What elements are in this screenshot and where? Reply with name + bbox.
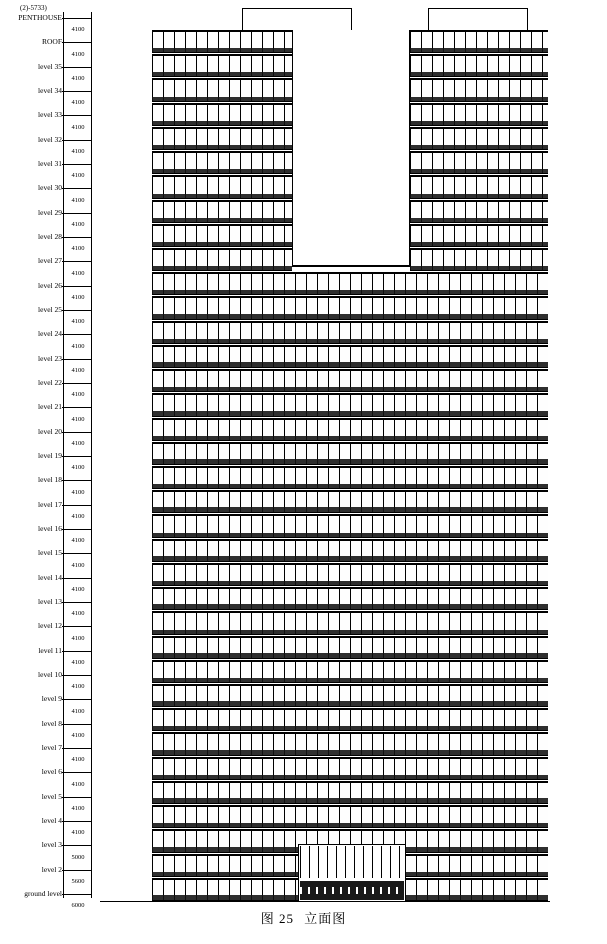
level-dimension: 4100	[71, 342, 85, 350]
level-line	[62, 675, 92, 676]
floor-band	[152, 127, 292, 150]
level-dimension: 4100	[71, 318, 85, 326]
level-label: level 32	[38, 134, 62, 144]
level-label: level 27	[38, 256, 62, 266]
level-label: level 31	[38, 159, 62, 168]
dimension-line-left	[63, 12, 64, 898]
floor-band	[410, 30, 548, 53]
floor-band	[410, 103, 548, 126]
level-label: level 12	[38, 621, 62, 631]
level-label: level 25	[38, 305, 62, 314]
building-elevation	[152, 8, 548, 902]
floor-band	[152, 272, 548, 295]
level-dimension: 4100	[71, 439, 85, 447]
floor-band	[152, 466, 548, 489]
level-label: level 5	[41, 791, 62, 801]
level-label: ROOF	[41, 37, 62, 47]
level-label: level 29	[38, 207, 62, 217]
level-dimension: 4100	[71, 196, 85, 204]
level-label: level 15	[38, 548, 62, 558]
level-label: level 13	[38, 597, 62, 606]
roof-crown-right	[428, 8, 528, 30]
floor-band	[152, 732, 548, 755]
level-line	[62, 724, 92, 725]
floor-band	[152, 418, 548, 441]
main-entrance	[298, 844, 406, 902]
level-dimension: 4100	[71, 658, 85, 666]
level-label: level 21	[38, 402, 62, 412]
level-dimension: 6000	[71, 902, 85, 910]
level-dimension: 4100	[71, 245, 85, 253]
level-line	[62, 91, 92, 92]
level-dimension: 4100	[71, 488, 85, 496]
level-label: ground level	[24, 889, 62, 898]
floor-band	[152, 805, 548, 828]
level-dimension: 4100	[71, 172, 85, 180]
floor-band	[152, 321, 548, 344]
level-line	[62, 261, 92, 262]
level-line	[62, 115, 92, 116]
level-line	[62, 894, 92, 895]
level-label: level 11	[38, 645, 62, 655]
level-label: level 34	[38, 86, 62, 95]
level-line	[62, 529, 92, 530]
floor-band	[410, 54, 548, 77]
notch-bottom-edge	[292, 265, 410, 267]
level-label: level 24	[38, 329, 62, 339]
level-line	[62, 42, 92, 43]
level-line	[62, 286, 92, 287]
floor-band	[152, 200, 292, 223]
level-line	[62, 383, 92, 384]
level-label: level 35	[38, 61, 62, 71]
level-dimension: 4100	[71, 780, 85, 788]
level-dimension: 4100	[71, 50, 85, 58]
level-dimension: 4100	[71, 415, 85, 423]
level-line	[62, 213, 92, 214]
level-dimension: 4100	[71, 610, 85, 618]
level-dimension: 5600	[71, 877, 85, 885]
floor-band	[152, 757, 548, 780]
level-line	[62, 626, 92, 627]
level-line	[62, 505, 92, 506]
level-line	[62, 18, 92, 19]
level-dimension: 4100	[71, 269, 85, 277]
level-label: level 16	[38, 524, 62, 533]
level-dimension: 4100	[71, 683, 85, 691]
floor-band	[152, 611, 548, 634]
entrance-glazing	[300, 846, 404, 878]
level-line	[62, 870, 92, 871]
level-dimension: 4100	[71, 707, 85, 715]
notch-right-edge	[409, 30, 410, 267]
floor-band	[410, 127, 548, 150]
level-line	[62, 407, 92, 408]
level-label: level 9	[41, 694, 62, 704]
level-dimension: 4100	[71, 366, 85, 374]
level-line	[62, 480, 92, 481]
level-line	[62, 553, 92, 554]
floor-band	[152, 103, 292, 126]
floor-band	[152, 442, 548, 465]
level-label: level 20	[38, 426, 62, 436]
level-line	[62, 821, 92, 822]
level-line	[62, 456, 92, 457]
floor-band	[152, 345, 548, 368]
level-line	[62, 432, 92, 433]
floor-band	[152, 708, 548, 731]
level-dimension: 4100	[71, 123, 85, 131]
floor-band	[152, 660, 548, 683]
level-label: level 17	[38, 499, 62, 509]
level-dimension: 4100	[71, 512, 85, 520]
level-dimension: 4100	[71, 731, 85, 739]
dimension-line-right	[91, 12, 92, 898]
floor-band	[152, 54, 292, 77]
level-dimension: 4100	[71, 756, 85, 764]
level-line	[62, 310, 92, 311]
level-line	[62, 188, 92, 189]
level-label: level 4	[41, 816, 62, 825]
floor-band	[152, 684, 548, 707]
level-line	[62, 797, 92, 798]
level-label: level 30	[38, 183, 62, 193]
floor-band	[410, 200, 548, 223]
level-dimension: 4100	[71, 74, 85, 82]
notch-left-edge	[292, 30, 293, 267]
level-line	[62, 334, 92, 335]
level-label: level 6	[41, 767, 62, 777]
floor-band	[152, 175, 292, 198]
level-dimension: 4100	[71, 537, 85, 545]
level-line	[62, 164, 92, 165]
figure-number: 图 25	[260, 911, 294, 926]
level-label: PENTHOUSE	[18, 13, 62, 22]
floor-band	[410, 224, 548, 247]
floor-band	[410, 151, 548, 174]
figure-caption	[0, 908, 607, 927]
floor-band	[152, 30, 292, 53]
floor-band	[152, 393, 548, 416]
level-dimension: 4100	[71, 26, 85, 34]
level-label: level 8	[41, 718, 62, 728]
floor-band	[152, 78, 292, 101]
level-dimension: 4100	[71, 561, 85, 569]
level-label: level 2	[41, 864, 62, 874]
floor-band	[152, 587, 548, 610]
floor-band	[410, 78, 548, 101]
level-line	[62, 845, 92, 846]
level-line	[62, 699, 92, 700]
floor-band	[152, 490, 548, 513]
floor-band	[410, 175, 548, 198]
level-label: level 26	[38, 280, 62, 290]
level-dimension: 5000	[71, 853, 85, 861]
light-well-notch	[292, 30, 410, 267]
level-line	[62, 67, 92, 68]
level-dimension: 4100	[71, 634, 85, 642]
level-label: level 23	[38, 353, 62, 363]
floor-band	[152, 563, 548, 586]
floor-band	[152, 514, 548, 537]
floor-band	[152, 248, 292, 271]
floor-band	[152, 224, 292, 247]
level-line	[62, 602, 92, 603]
level-label: level 7	[41, 743, 62, 752]
level-label: level 10	[38, 670, 62, 679]
roof-crown-left	[242, 8, 352, 30]
figure-title: 立面图	[304, 911, 347, 926]
level-label: level 18	[38, 475, 62, 485]
level-line	[62, 772, 92, 773]
level-line	[62, 140, 92, 141]
level-label: level 22	[38, 378, 62, 387]
floor-band	[152, 296, 548, 319]
floor-band	[152, 539, 548, 562]
top-dimension-label: (2)-5733)	[20, 4, 47, 12]
floor-band	[152, 151, 292, 174]
level-dimension: 4100	[71, 829, 85, 837]
level-line	[62, 651, 92, 652]
entrance-base	[300, 881, 404, 900]
floor-band	[410, 248, 548, 271]
floor-band	[152, 781, 548, 804]
floor-band	[152, 636, 548, 659]
level-label: level 33	[38, 110, 62, 120]
level-line	[62, 748, 92, 749]
level-dimension: 4100	[71, 293, 85, 301]
floor-band	[152, 369, 548, 392]
level-dimension: 4100	[71, 147, 85, 155]
level-dimension: 4100	[71, 464, 85, 472]
level-line	[62, 578, 92, 579]
level-dimension: 4100	[71, 804, 85, 812]
level-line	[62, 359, 92, 360]
level-label: level 19	[38, 451, 62, 460]
level-label: level 28	[38, 232, 62, 241]
level-label: level 14	[38, 572, 62, 582]
level-dimension: 4100	[71, 391, 85, 399]
level-dimension: 4100	[71, 585, 85, 593]
level-scale	[6, 4, 92, 910]
level-dimension: 4100	[71, 99, 85, 107]
level-label: level 3	[41, 840, 62, 850]
level-dimension: 4100	[71, 220, 85, 228]
level-line	[62, 237, 92, 238]
